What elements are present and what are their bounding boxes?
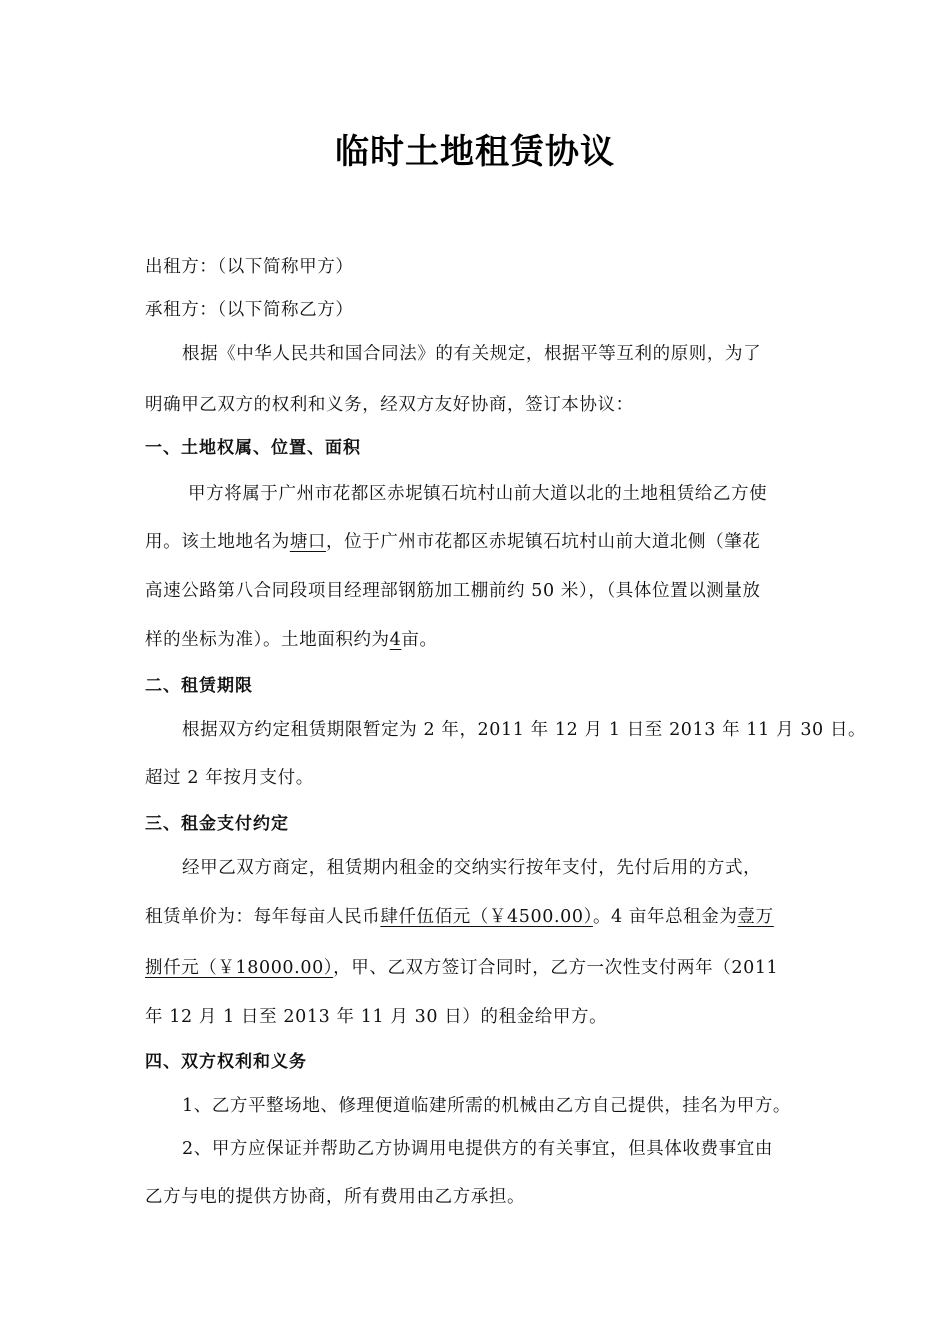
- section3-text: 租赁单价为：每年每亩人民币: [145, 907, 381, 927]
- section2-line-1: 根据双方约定租赁期限暂定为 2 年，2011 年 12 月 1 日至 2013 年 11 月 30 日。: [182, 720, 867, 740]
- section1-text: ，位于广州市花都区赤坭镇石坑村山前大道北侧（肇花: [326, 532, 761, 552]
- section3-line-4: 年 12 月 1 日至 2013 年 11 月 30 日）的租金给甲方。: [145, 1007, 608, 1027]
- total-rent-part-2: 捌仟元（￥18000.00）: [145, 958, 334, 978]
- section-heading-3: 三、租金支付约定: [145, 814, 289, 834]
- section1-line-2: [145, 530, 825, 554]
- unit-price: 肆仟伍佰元（￥4500.00）: [380, 907, 593, 927]
- section1-text: 亩。: [401, 630, 438, 650]
- land-area: 4: [389, 630, 402, 650]
- section3-line-2: [145, 905, 825, 929]
- lessor-line: 出租方：（以下简称甲方）: [145, 257, 354, 277]
- section1-text: 用。该土地地名为: [145, 532, 290, 552]
- intro-line-2: 明确甲乙双方的权利和义务，经双方友好协商，签订本协议：: [145, 395, 634, 415]
- document-title: 临时土地租赁协议: [335, 132, 615, 172]
- total-rent-part-1: 壹万: [737, 907, 774, 927]
- section4-item-2-line-2: 乙方与电的提供方协商，所有费用由乙方承担。: [145, 1187, 526, 1207]
- section-heading-2: 二、租赁期限: [145, 676, 253, 696]
- section4-item-1: 1、乙方平整场地、修理便道临建所需的机械由乙方自己提供，挂名为甲方。: [182, 1096, 792, 1116]
- section-heading-4: 四、双方权利和义务: [145, 1052, 307, 1072]
- section3-line-1: 经甲乙双方商定，租赁期内租金的交纳实行按年支付，先付后用的方式，: [182, 858, 762, 878]
- section1-line-1: 甲方将属于广州市花都区赤坭镇石坑村山前大道以北的土地租赁给乙方使: [188, 484, 768, 504]
- place-name: 塘口: [289, 532, 327, 552]
- section4-item-2-line-1: 2、甲方应保证并帮助乙方协调用电提供方的有关事宜，但具体收费事宜由: [182, 1139, 773, 1159]
- intro-line-1: 根据《中华人民共和国合同法》的有关规定，根据平等互利的原则，为了: [182, 344, 762, 364]
- lessee-line: 承租方：（以下简称乙方）: [145, 300, 354, 320]
- section1-line-3: 高速公路第八合同段项目经理部钢筋加工棚前约 50 米），（具体位置以测量放: [145, 581, 761, 601]
- section1-line-4: [145, 628, 825, 652]
- section-heading-1: 一、土地权属、位置、面积: [145, 438, 361, 458]
- section3-text: ，甲、乙双方签订合同时，乙方一次性支付两年（2011: [333, 958, 779, 978]
- section2-line-2: 超过 2 年按月支付。: [145, 768, 314, 788]
- section3-text: 。4 亩年总租金为: [592, 907, 738, 927]
- section3-line-3: [145, 956, 825, 980]
- section1-text: 样的坐标为准）。土地面积约为: [145, 630, 390, 650]
